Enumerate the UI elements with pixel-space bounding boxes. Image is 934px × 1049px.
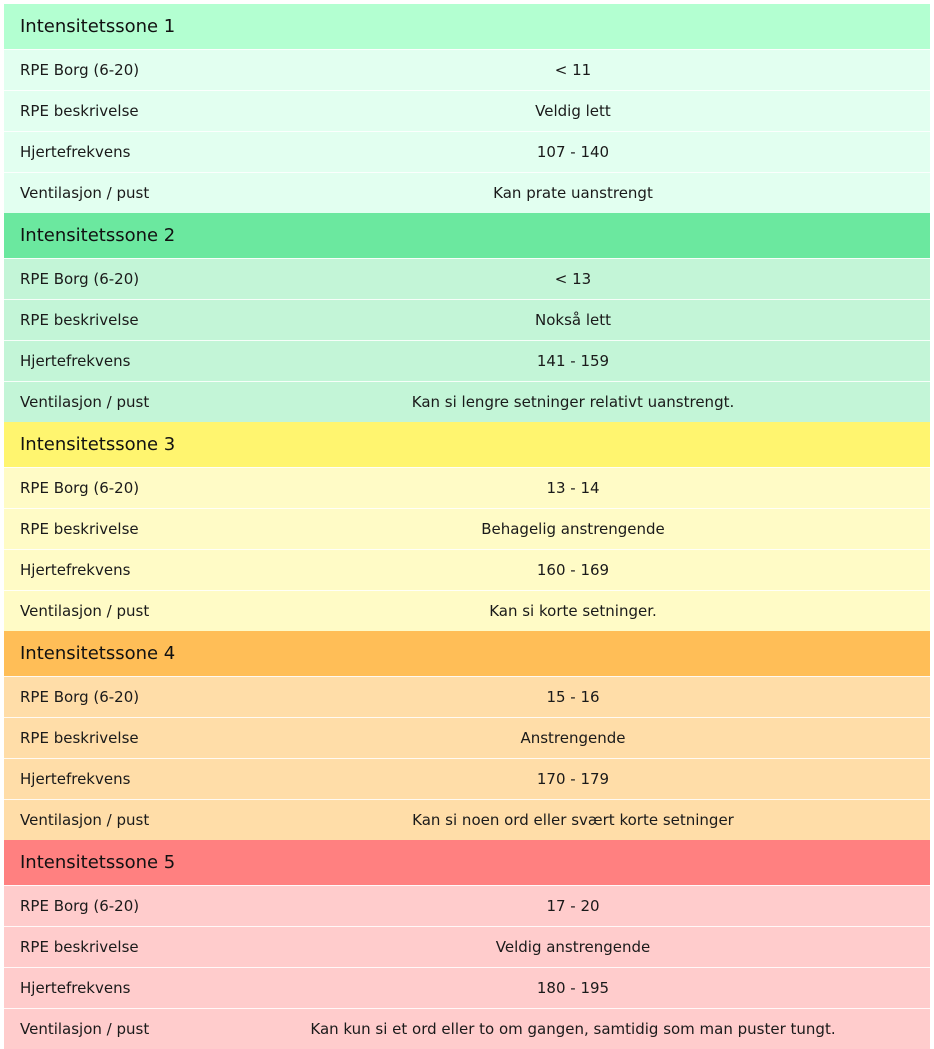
row-value: 170 - 179 bbox=[536, 770, 610, 788]
row-label: Hjertefrekvens bbox=[20, 143, 131, 161]
zone-2 bbox=[4, 213, 930, 422]
row-label: Hjertefrekvens bbox=[20, 561, 131, 579]
row-label: Hjertefrekvens bbox=[20, 770, 131, 788]
zone-row-heart-rate bbox=[4, 967, 930, 1008]
row-label: RPE beskrivelse bbox=[20, 729, 139, 747]
row-label: RPE Borg (6-20) bbox=[20, 61, 140, 79]
zone-row-ventilation bbox=[4, 590, 930, 631]
row-label: Hjertefrekvens bbox=[20, 352, 131, 370]
intensity-zones-table bbox=[4, 4, 930, 1049]
row-value: 141 - 159 bbox=[536, 352, 610, 370]
row-value: Kan si lengre setninger relativt uanstrengt. bbox=[411, 393, 735, 411]
zone-row-rpe-borg bbox=[4, 885, 930, 926]
row-label: RPE beskrivelse bbox=[20, 311, 139, 329]
row-label: RPE Borg (6-20) bbox=[20, 479, 140, 497]
zone-4 bbox=[4, 631, 930, 840]
zone-header: Intensitetssone 5 bbox=[4, 840, 930, 885]
row-value: 17 - 20 bbox=[546, 897, 600, 915]
zone-5 bbox=[4, 840, 930, 1049]
zone-row-ventilation bbox=[4, 172, 930, 213]
row-label: RPE beskrivelse bbox=[20, 938, 139, 956]
zone-header: Intensitetssone 4 bbox=[4, 631, 930, 676]
row-label: RPE Borg (6-20) bbox=[20, 688, 140, 706]
row-label: Ventilasjon / pust bbox=[20, 1020, 150, 1038]
row-label: RPE Borg (6-20) bbox=[20, 897, 140, 915]
zone-row-rpe-description bbox=[4, 717, 930, 758]
row-value: Nokså lett bbox=[534, 311, 612, 329]
row-label: Ventilasjon / pust bbox=[20, 811, 150, 829]
row-label: RPE Borg (6-20) bbox=[20, 270, 140, 288]
zone-row-rpe-description bbox=[4, 508, 930, 549]
row-label: Ventilasjon / pust bbox=[20, 602, 150, 620]
row-value: Kan si noen ord eller svært korte setninger bbox=[412, 811, 734, 829]
row-value: 107 - 140 bbox=[536, 143, 610, 161]
row-value: 160 - 169 bbox=[536, 561, 610, 579]
row-value: Behagelig anstrengende bbox=[481, 520, 665, 538]
row-value: Kan kun si et ord eller to om gangen, samtidig som man puster tungt. bbox=[310, 1020, 836, 1038]
zone-row-heart-rate bbox=[4, 131, 930, 172]
row-label: Ventilasjon / pust bbox=[20, 184, 150, 202]
zone-row-rpe-borg bbox=[4, 258, 930, 299]
zone-row-ventilation bbox=[4, 799, 930, 840]
row-label: RPE beskrivelse bbox=[20, 102, 139, 120]
row-value: 13 - 14 bbox=[546, 479, 600, 497]
zone-row-rpe-description bbox=[4, 90, 930, 131]
zone-3 bbox=[4, 422, 930, 631]
row-value: Veldig anstrengende bbox=[495, 938, 651, 956]
row-value: Veldig lett bbox=[535, 102, 611, 120]
zone-row-heart-rate bbox=[4, 549, 930, 590]
row-value: 15 - 16 bbox=[546, 688, 600, 706]
zone-header: Intensitetssone 1 bbox=[4, 4, 930, 49]
row-value: < 11 bbox=[554, 61, 592, 79]
zone-row-ventilation bbox=[4, 381, 930, 422]
zone-row-ventilation bbox=[4, 1008, 930, 1049]
row-value: Anstrengende bbox=[520, 729, 626, 747]
zone-row-heart-rate bbox=[4, 340, 930, 381]
zone-row-rpe-borg bbox=[4, 467, 930, 508]
zone-header: Intensitetssone 2 bbox=[4, 213, 930, 258]
zone-row-rpe-borg bbox=[4, 676, 930, 717]
zone-row-rpe-description bbox=[4, 299, 930, 340]
row-label: Ventilasjon / pust bbox=[20, 393, 150, 411]
zone-header: Intensitetssone 3 bbox=[4, 422, 930, 467]
row-value: Kan si korte setninger. bbox=[489, 602, 657, 620]
zone-row-rpe-borg bbox=[4, 49, 930, 90]
row-value: < 13 bbox=[554, 270, 592, 288]
row-value: Kan prate uanstrengt bbox=[493, 184, 653, 202]
zone-1 bbox=[4, 4, 930, 213]
row-label: RPE beskrivelse bbox=[20, 520, 139, 538]
zone-row-rpe-description bbox=[4, 926, 930, 967]
row-value: 180 - 195 bbox=[536, 979, 610, 997]
zone-row-heart-rate bbox=[4, 758, 930, 799]
row-label: Hjertefrekvens bbox=[20, 979, 131, 997]
